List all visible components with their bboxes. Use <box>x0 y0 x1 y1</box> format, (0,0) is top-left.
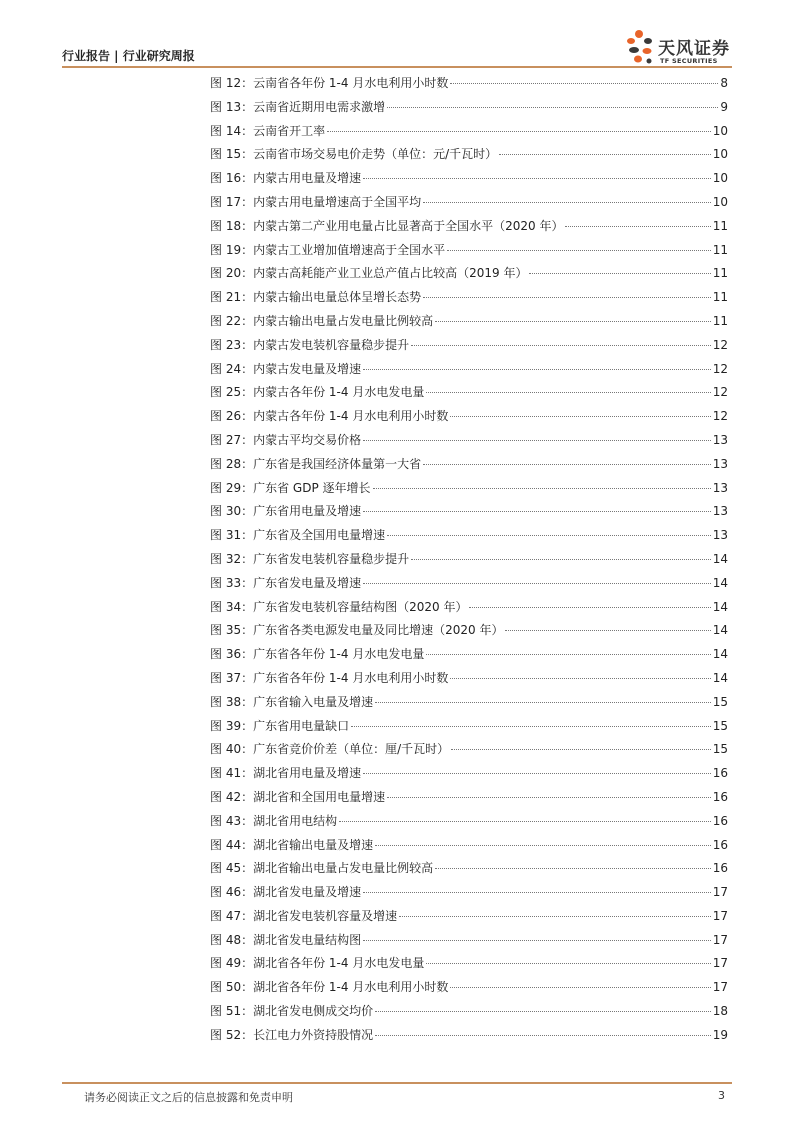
toc-entry[interactable] <box>210 883 728 907</box>
dot-leader <box>450 83 718 84</box>
toc-entry[interactable] <box>210 598 728 622</box>
toc-entry[interactable] <box>210 764 728 788</box>
toc-entry[interactable] <box>210 1002 728 1026</box>
toc-entry[interactable] <box>210 383 728 407</box>
dot-leader <box>339 821 711 822</box>
figure-title: 湖北省各年份 1-4 月水电发电量 <box>253 956 425 971</box>
figure-title: 云南省近期用电需求激增 <box>253 99 386 114</box>
figure-title: 湖北省用电量及增速 <box>253 766 362 781</box>
toc-entry[interactable] <box>210 645 728 669</box>
toc-entry[interactable] <box>210 217 728 241</box>
figure-label: 图 24： <box>210 361 254 376</box>
figure-title: 湖北省各年份 1-4 月水电利用小时数 <box>253 980 449 995</box>
figure-page-number: 14 <box>712 599 728 614</box>
figure-page-number: 14 <box>712 623 728 638</box>
toc-entry[interactable] <box>210 122 728 146</box>
dot-leader <box>469 607 710 608</box>
figure-page-number: 16 <box>712 837 728 852</box>
dot-leader <box>529 273 710 274</box>
toc-entry[interactable] <box>210 360 728 384</box>
toc-entry[interactable] <box>210 502 728 526</box>
figure-label: 图 32： <box>210 551 254 566</box>
figure-page-number: 12 <box>712 337 728 352</box>
dot-leader <box>450 678 710 679</box>
figure-label: 图 13： <box>210 99 254 114</box>
figure-label: 图 47： <box>210 908 254 923</box>
toc-entry[interactable] <box>210 907 728 931</box>
figure-title: 内蒙古发电量及增速 <box>253 361 362 376</box>
figure-page-number: 12 <box>712 385 728 400</box>
figure-label: 图 42： <box>210 789 254 804</box>
figure-label: 图 52： <box>210 1027 254 1042</box>
dot-leader <box>375 845 711 846</box>
figure-page-number: 10 <box>712 147 728 162</box>
figure-title: 广东省各年份 1-4 月水电利用小时数 <box>253 670 449 685</box>
dot-leader <box>423 464 711 465</box>
figure-label: 图 51： <box>210 1004 254 1019</box>
figure-label: 图 36： <box>210 647 254 662</box>
figure-page-number: 14 <box>712 670 728 685</box>
toc-entry[interactable] <box>210 193 728 217</box>
figure-label: 图 12： <box>210 76 254 90</box>
figure-title: 云南省市场交易电价走势（单位：元/千瓦时） <box>253 147 498 162</box>
figure-page-number: 14 <box>712 551 728 566</box>
figure-page-number: 17 <box>712 908 728 923</box>
report-category-label: 行业报告 | 行业研究周报 <box>62 49 195 63</box>
figure-title: 内蒙古用电量增速高于全国平均 <box>253 194 422 209</box>
dot-leader <box>363 892 711 893</box>
figure-title: 广东省是我国经济体量第一大省 <box>253 456 422 471</box>
figure-title: 广东省及全国用电量增速 <box>253 528 386 543</box>
toc-entry[interactable] <box>210 550 728 574</box>
figure-page-number: 10 <box>712 171 728 186</box>
figure-index-list <box>210 74 728 1050</box>
toc-entry[interactable] <box>210 978 728 1002</box>
toc-entry[interactable] <box>210 264 728 288</box>
figure-page-number: 15 <box>712 742 728 757</box>
figure-label: 图 39： <box>210 718 254 733</box>
figure-page-number: 17 <box>712 980 728 995</box>
dot-leader <box>426 963 710 964</box>
figure-page-number: 10 <box>712 194 728 209</box>
figure-title: 湖北省和全国用电量增速 <box>253 789 386 804</box>
dot-leader <box>447 250 711 251</box>
figure-title: 广东省 GDP 逐年增长 <box>253 480 371 495</box>
flower-logo-icon <box>622 26 658 70</box>
figure-label: 图 38： <box>210 694 254 709</box>
brand-name-en: TF SECURITIES <box>660 57 718 65</box>
figure-title: 湖北省输出电量及增速 <box>253 837 374 852</box>
toc-entry[interactable] <box>210 479 728 503</box>
figure-page-number: 13 <box>712 432 728 447</box>
dot-leader <box>435 868 711 869</box>
figure-label: 图 31： <box>210 528 254 543</box>
dot-leader <box>426 654 710 655</box>
figure-page-number: 16 <box>712 766 728 781</box>
figure-label: 图 15： <box>210 147 254 162</box>
dot-leader <box>399 916 711 917</box>
toc-entry[interactable] <box>210 288 728 312</box>
dot-leader <box>499 154 711 155</box>
dot-leader <box>327 131 711 132</box>
toc-entry[interactable] <box>210 954 728 978</box>
dot-leader <box>450 987 710 988</box>
figure-page-number: 17 <box>712 932 728 947</box>
dot-leader <box>450 416 710 417</box>
figure-title: 内蒙古各年份 1-4 月水电利用小时数 <box>253 409 449 424</box>
toc-entry[interactable] <box>210 241 728 265</box>
figure-page-number: 17 <box>712 956 728 971</box>
toc-entry[interactable] <box>210 836 728 860</box>
figure-title: 云南省各年份 1-4 月水电利用小时数 <box>253 76 449 90</box>
dot-leader <box>505 630 710 631</box>
figure-page-number: 15 <box>712 718 728 733</box>
figure-label: 图 14： <box>210 123 254 138</box>
figure-label: 图 19： <box>210 242 254 257</box>
toc-entry[interactable] <box>210 788 728 812</box>
figure-page-number: 14 <box>712 575 728 590</box>
dot-leader <box>435 321 711 322</box>
dot-leader <box>363 440 711 441</box>
figure-title: 湖北省发电侧成交均价 <box>253 1004 374 1019</box>
figure-title: 内蒙古输出电量占发电量比例较高 <box>253 313 434 328</box>
figure-page-number: 16 <box>712 789 728 804</box>
figure-page-number: 13 <box>712 504 728 519</box>
figure-title: 内蒙古平均交易价格 <box>253 432 362 447</box>
figure-title: 长江电力外资持股情况 <box>253 1027 374 1042</box>
toc-entry[interactable] <box>210 1026 728 1050</box>
dot-leader <box>411 559 711 560</box>
toc-entry[interactable] <box>210 669 728 693</box>
figure-label: 图 21： <box>210 290 254 305</box>
figure-page-number: 11 <box>712 266 728 281</box>
figure-page-number: 18 <box>712 1004 728 1019</box>
figure-title: 内蒙古输出电量总体呈增长态势 <box>253 290 422 305</box>
dot-leader <box>351 726 711 727</box>
figure-page-number: 17 <box>712 885 728 900</box>
figure-title: 内蒙古高耗能产业工业总产值占比较高（2019 年） <box>253 266 528 281</box>
figure-label: 图 16： <box>210 171 254 186</box>
dot-leader <box>363 511 711 512</box>
figure-title: 湖北省发电量及增速 <box>253 885 362 900</box>
figure-label: 图 35： <box>210 623 254 638</box>
dot-leader <box>375 1035 711 1036</box>
figure-page-number: 13 <box>712 528 728 543</box>
figure-label: 图 45： <box>210 861 254 876</box>
figure-title: 广东省用电量缺口 <box>253 718 350 733</box>
figure-page-number: 10 <box>712 123 728 138</box>
toc-entry[interactable] <box>210 812 728 836</box>
figure-label: 图 20： <box>210 266 254 281</box>
figure-label: 图 43： <box>210 813 254 828</box>
dot-leader <box>387 797 711 798</box>
figure-page-number: 8 <box>720 76 728 90</box>
header-divider <box>62 66 732 68</box>
figure-label: 图 50： <box>210 980 254 995</box>
figure-label: 图 22： <box>210 313 254 328</box>
figure-label: 图 41： <box>210 766 254 781</box>
figure-title: 广东省各年份 1-4 月水电发电量 <box>253 647 425 662</box>
figure-page-number: 19 <box>712 1027 728 1042</box>
figure-label: 图 33： <box>210 575 254 590</box>
figure-title: 广东省发电装机容量结构图（2020 年） <box>253 599 468 614</box>
dot-leader <box>451 749 711 750</box>
toc-entry[interactable] <box>210 312 728 336</box>
figure-page-number: 12 <box>712 361 728 376</box>
figure-label: 图 25： <box>210 385 254 400</box>
toc-entry[interactable] <box>210 74 728 98</box>
figure-title: 内蒙古各年份 1-4 月水电发电量 <box>253 385 425 400</box>
dot-leader <box>363 940 711 941</box>
toc-entry[interactable] <box>210 455 728 479</box>
figure-title: 广东省竞价价差（单位：厘/千瓦时） <box>253 742 450 757</box>
toc-entry[interactable] <box>210 526 728 550</box>
figure-title: 湖北省发电量结构图 <box>253 932 362 947</box>
dot-leader <box>426 392 710 393</box>
dot-leader <box>373 488 711 489</box>
figure-label: 图 27： <box>210 432 254 447</box>
toc-entry[interactable] <box>210 145 728 169</box>
brand-name-cn: 天风证券 <box>658 39 730 59</box>
toc-entry[interactable] <box>210 98 728 122</box>
figure-label: 图 49： <box>210 956 254 971</box>
figure-title: 湖北省输出电量占发电量比例较高 <box>253 861 434 876</box>
footer-divider <box>62 1082 732 1084</box>
figure-page-number: 12 <box>712 409 728 424</box>
figure-title: 广东省发电量及增速 <box>253 575 362 590</box>
dot-leader <box>411 345 711 346</box>
disclaimer-text: 请务必阅读正文之后的信息披露和免责申明 <box>84 1091 293 1104</box>
figure-label: 图 40： <box>210 742 254 757</box>
figure-page-number: 16 <box>712 813 728 828</box>
figure-label: 图 34： <box>210 599 254 614</box>
figure-title: 内蒙古用电量及增速 <box>253 171 362 186</box>
figure-title: 内蒙古第二产业用电量占比显著高于全国水平（2020 年） <box>253 218 564 233</box>
figure-label: 图 18： <box>210 218 254 233</box>
figure-title: 广东省输入电量及增速 <box>253 694 374 709</box>
figure-page-number: 14 <box>712 647 728 662</box>
toc-entry[interactable] <box>210 574 728 598</box>
toc-entry[interactable] <box>210 931 728 955</box>
figure-page-number: 16 <box>712 861 728 876</box>
figure-page-number: 9 <box>720 99 728 114</box>
dot-leader <box>565 226 710 227</box>
figure-page-number: 11 <box>712 290 728 305</box>
dot-leader <box>387 535 711 536</box>
dot-leader <box>363 369 711 370</box>
figure-page-number: 15 <box>712 694 728 709</box>
toc-entry[interactable] <box>210 859 728 883</box>
figure-label: 图 23： <box>210 337 254 352</box>
figure-title: 云南省开工率 <box>253 123 326 138</box>
figure-label: 图 26： <box>210 409 254 424</box>
toc-entry[interactable] <box>210 621 728 645</box>
figure-label: 图 48： <box>210 932 254 947</box>
figure-page-number: 11 <box>712 218 728 233</box>
figure-title: 内蒙古发电装机容量稳步提升 <box>253 337 410 352</box>
figure-page-number: 13 <box>712 456 728 471</box>
figure-title: 湖北省用电结构 <box>253 813 338 828</box>
page-number: 3 <box>718 1089 725 1102</box>
figure-title: 广东省用电量及增速 <box>253 504 362 519</box>
toc-entry[interactable] <box>210 431 728 455</box>
figure-title: 广东省各类电源发电量及同比增速（2020 年） <box>253 623 504 638</box>
figure-title: 湖北省发电装机容量及增速 <box>253 908 398 923</box>
dot-leader <box>423 297 711 298</box>
dot-leader <box>375 702 711 703</box>
figure-title: 内蒙古工业增加值增速高于全国水平 <box>253 242 446 257</box>
figure-label: 图 28： <box>210 456 254 471</box>
company-logo <box>622 26 752 70</box>
figure-label: 图 46： <box>210 885 254 900</box>
dot-leader <box>423 202 711 203</box>
figure-page-number: 11 <box>712 242 728 257</box>
dot-leader <box>375 1011 711 1012</box>
figure-page-number: 11 <box>712 313 728 328</box>
toc-entry[interactable] <box>210 169 728 193</box>
dot-leader <box>387 107 718 108</box>
figure-title: 广东省发电装机容量稳步提升 <box>253 551 410 566</box>
dot-leader <box>363 178 711 179</box>
dot-leader <box>363 773 711 774</box>
figure-label: 图 29： <box>210 480 254 495</box>
figure-label: 图 30： <box>210 504 254 519</box>
dot-leader <box>363 583 711 584</box>
figure-page-number: 13 <box>712 480 728 495</box>
toc-entry[interactable] <box>210 693 728 717</box>
toc-entry[interactable] <box>210 717 728 741</box>
figure-label: 图 44： <box>210 837 254 852</box>
toc-entry[interactable] <box>210 740 728 764</box>
toc-entry[interactable] <box>210 336 728 360</box>
figure-label: 图 17： <box>210 194 254 209</box>
toc-entry[interactable] <box>210 407 728 431</box>
figure-label: 图 37： <box>210 670 254 685</box>
